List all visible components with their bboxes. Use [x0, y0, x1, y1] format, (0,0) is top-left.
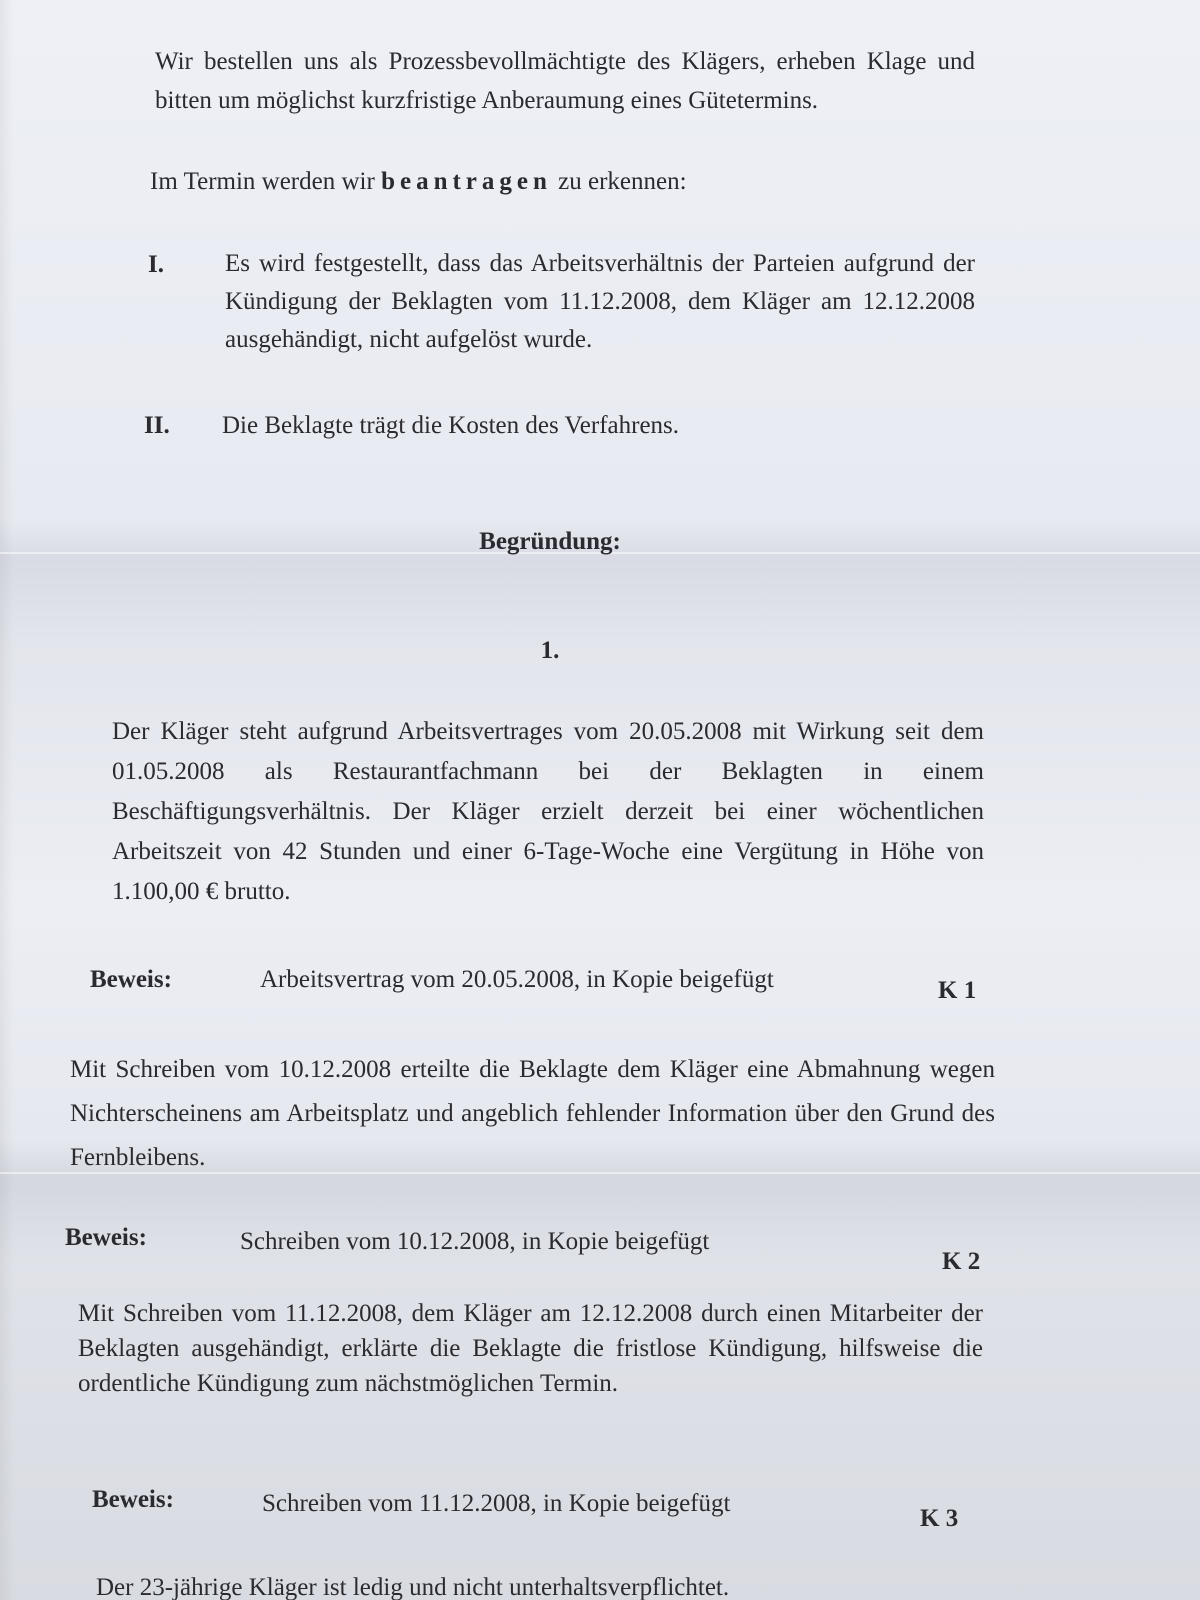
- paragraph-employment: Der Kläger steht aufgrund Arbeitsvertrages vom 20.05.2008 mit Wirkung seit dem 01.05.2008 als Restaurantfachmann bei der Beklagten in einem Beschäftigungsverhältnis. Der Kläger erzielt derzeit bei einer wöchentlichen Arbeitszeit von 42 Stunden und einer 6-Tage-Woche eine Vergütung in Höhe von 1.100,00 € brutto.: [112, 718, 984, 905]
- antrag-after: zu erkennen:: [551, 168, 687, 195]
- exhibit-marker-k2: K 2: [942, 1248, 981, 1275]
- item-text-1: Es wird festgestellt, dass das Arbeitsverhältnis der Parteien aufgrund der Kündigung der Beklagten vom 11.12.2008, dem Kläger am 12.12.2008 ausgehändigt, nicht aufgelöst wurde.: [225, 250, 975, 353]
- item-number-1: I.: [148, 251, 164, 278]
- intro-paragraph: Wir bestellen uns als Prozessbevollmächtigte des Klägers, erheben Klage und bitten um möglichst kurzfristige Anberaumung eines Gütetermins.: [155, 48, 975, 114]
- antrag-line: [150, 162, 687, 201]
- paragraph-termination: Mit Schreiben vom 11.12.2008, dem Kläger am 12.12.2008 durch einen Mitarbeiter der Beklagten ausgehändigt, erklärte die Beklagte die fristlose Kündigung, hilfsweise die ordentliche Kündigung zum nächstmöglichen Termin.: [78, 1300, 983, 1397]
- exhibit-marker-k1: K 1: [938, 977, 977, 1004]
- antrag-emphasis: beantragen: [381, 168, 552, 195]
- evidence-text-2: Schreiben vom 10.12.2008, in Kopie beigefügt: [240, 1228, 710, 1255]
- antrag-before: Im Termin werden wir: [150, 168, 382, 195]
- evidence-label-1: Beweis:: [90, 966, 172, 993]
- paragraph-personal: Der 23-jährige Kläger ist ledig und nicht unterhaltsverpflichtet.: [96, 1574, 730, 1600]
- item-text-2: Die Beklagte trägt die Kosten des Verfahrens.: [222, 412, 680, 439]
- section-number: 1.: [540, 637, 560, 664]
- exhibit-marker-k3: K 3: [920, 1505, 959, 1532]
- evidence-text-3: Schreiben vom 11.12.2008, in Kopie beigefügt: [262, 1490, 731, 1517]
- paragraph-warning: Mit Schreiben vom 10.12.2008 erteilte die Beklagte dem Kläger eine Abmahnung wegen Nichterscheinens am Arbeitsplatz und angeblich fehlender Information über den Grund des Fernbleibens.: [70, 1056, 995, 1171]
- item-number-2: II.: [144, 412, 170, 439]
- section-heading: Begründung:: [479, 528, 621, 555]
- evidence-text-1: Arbeitsvertrag vom 20.05.2008, in Kopie beigefügt: [260, 966, 774, 993]
- evidence-label-3: Beweis:: [92, 1486, 174, 1513]
- evidence-label-2: Beweis:: [65, 1224, 147, 1251]
